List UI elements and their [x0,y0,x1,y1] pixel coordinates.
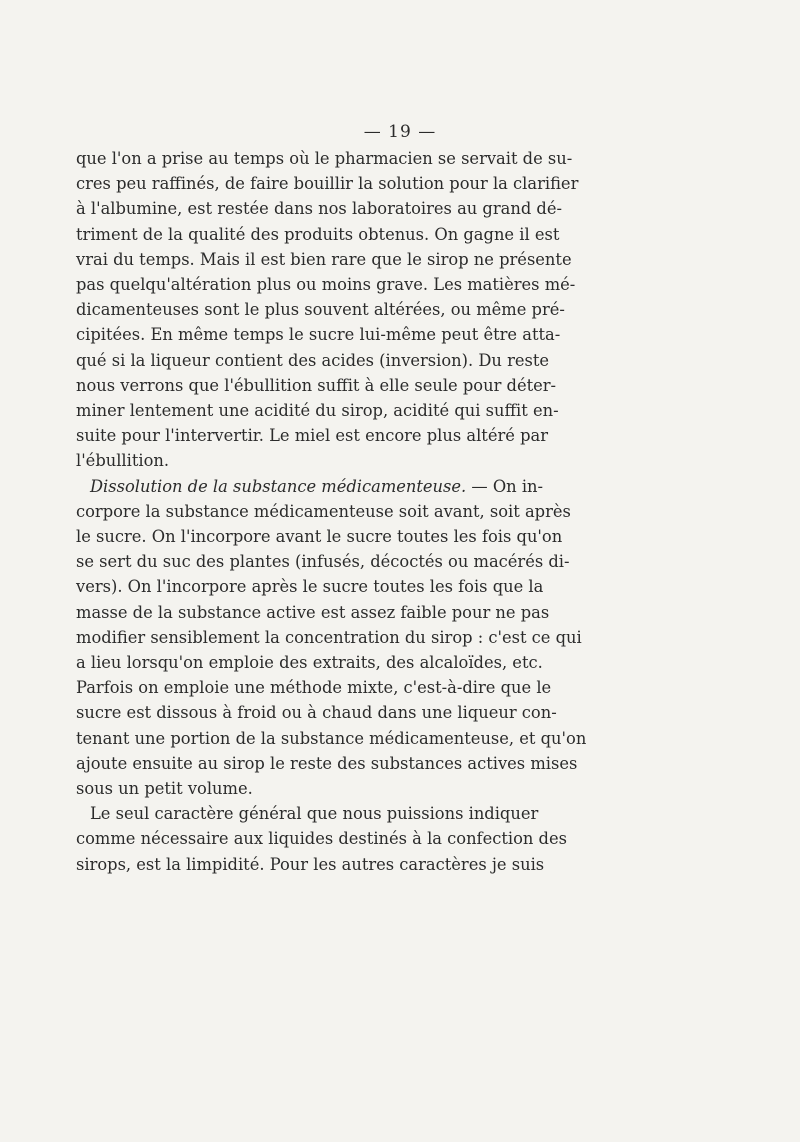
text-line: vrai du temps. Mais il est bien rare que le sirop ne présente [76,249,572,269]
text-line: cres peu raffinés, de faire bouillir la solution pour la clarifier [76,174,579,194]
text-line: a lieu lorsqu'on emploie des extraits, des alcaloïdes, etc. [76,653,543,673]
text-line: à l'albumine, est restée dans nos laboratoires au grand dé- [76,199,562,219]
section-heading: Dissolution de la substance médicamenteuse. [90,476,467,496]
section-heading-line [76,474,544,499]
body-text [76,146,587,877]
text-line: triment de la qualité des produits obtenus. On gagne il est [76,224,560,244]
text-line: modifier sensiblement la concentration du sirop : c'est ce qui [76,627,582,647]
text-line: tenant une portion de la substance médicamenteuse, et qu'on [76,728,587,748]
text-line: suite pour l'intervertir. Le miel est encore plus altéré par [76,426,548,446]
text-line: sirops, est la limpidité. Pour les autres caractères je suis [76,854,545,874]
text-line: Le seul caractère général que nous puissions indiquer [90,804,539,824]
text-line: l'ébullition. [76,451,170,471]
text-line: vers). On l'incorpore après le sucre toutes les fois que la [76,577,544,597]
text-line: corpore la substance médicamenteuse soit avant, soit après [76,501,571,521]
text-line: que l'on a prise au temps où le pharmacien se servait de su- [76,149,573,168]
text-line: dicamenteuses sont le plus souvent altérées, ou même pré- [76,300,565,320]
text-line: se sert du suc des plantes (infusés, décoctés ou macérés di- [76,552,570,572]
text-line: ajoute ensuite au sirop le reste des substances actives mises [76,753,578,773]
text-line: cipitées. En même temps le sucre lui-même peut être atta- [76,325,561,345]
text-line: sous un petit volume. [76,779,253,799]
text-line: Parfois on emploie une méthode mixte, c'est-à-dire que le [76,678,552,698]
page-number: — 19 — [363,122,437,142]
text-line: qué si la liqueur contient des acides (inversion). Du reste [76,350,550,370]
text-line: sucre est dissous à froid ou à chaud dans une liqueur con- [76,703,557,723]
text-line: miner lentement une acidité du sirop, acidité qui suffit en- [76,401,559,421]
text-line: le sucre. On l'incorpore avant le sucre toutes les fois qu'on [76,527,563,547]
heading-continuation: — On in- [466,476,544,496]
text-line: comme nécessaire aux liquides destinés à la confection des [76,829,567,849]
text-line: masse de la substance active est assez faible pour ne pas [76,602,550,622]
text-line: pas quelqu'altération plus ou moins grave. Les matières mé- [76,275,576,295]
text-line: nous verrons que l'ébullition suffit à elle seule pour déter- [76,375,557,395]
